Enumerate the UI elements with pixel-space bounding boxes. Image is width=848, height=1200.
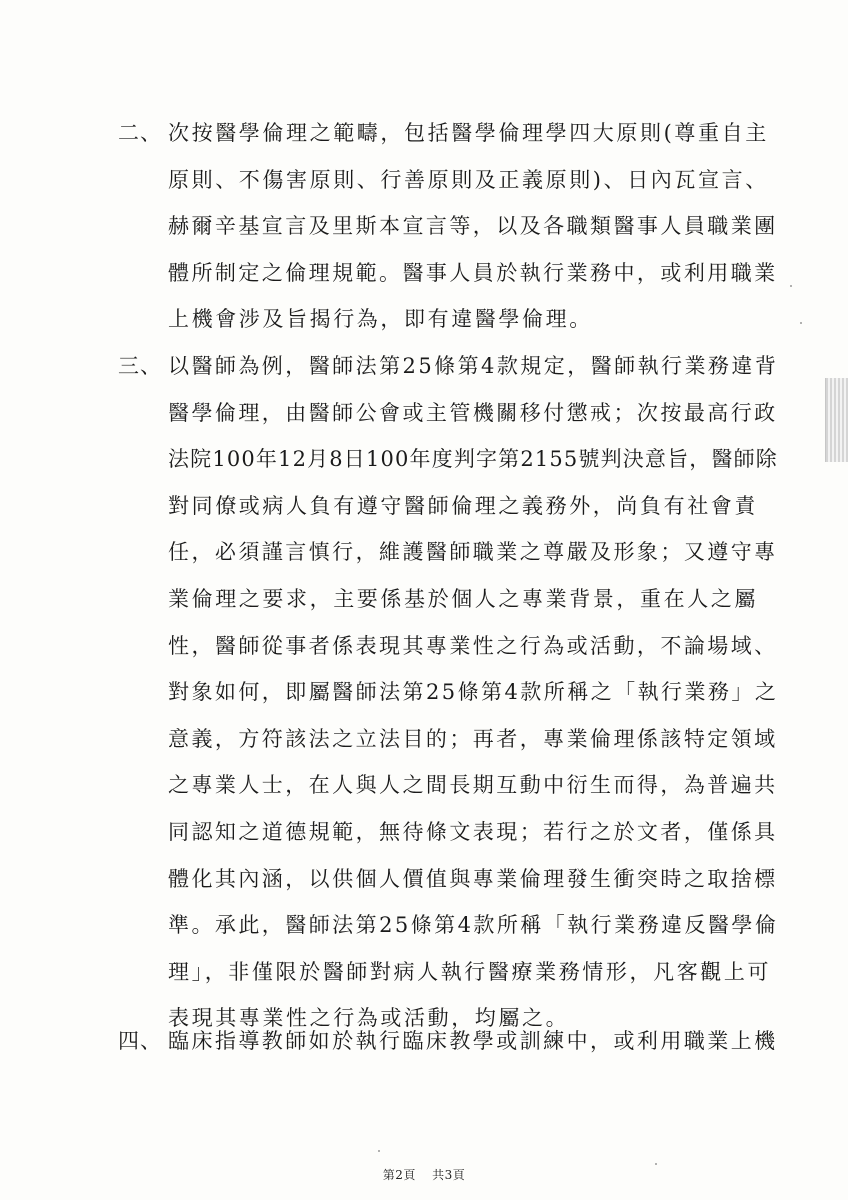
text-line: 法院100年12月8日100年度判字第2155號判決意旨，醫師除 [168,447,778,472]
text-line: 體化其內涵，以供個人價值與專業倫理發生衝突時之取捨標 [168,866,778,891]
text-line: 赫爾辛基宣言及里斯本宣言等，以及各職類醫事人員職業團 [168,214,778,239]
text-line: 意義，方符該法之立法目的；再者，專業倫理係該特定領域 [168,726,778,751]
page-total: 共3頁 [432,1168,466,1182]
scan-speck [378,1150,380,1152]
text-line: 同認知之道德規範，無待條文表現；若行之於文者，僅係具 [168,819,778,844]
text-line: 以醫師為例，醫師法第25條第4款規定，醫師執行業務違背 [168,354,779,378]
page-number: 第2頁 [382,1168,416,1182]
section-number: 三、 [118,354,162,378]
section-number: 二、 [118,121,162,145]
page-footer [0,1166,848,1183]
text-line: 理」，非僅限於醫師對病人執行醫療業務情形，凡客觀上可 [168,959,772,984]
text-line: 次按醫學倫理之範疇，包括醫學倫理學四大原則(尊重自主 [168,121,769,145]
perforation-seal-mark [825,378,848,462]
text-line: 體所制定之倫理規範。醫事人員於執行業務中，或利用職業 [168,260,778,285]
scan-speck [790,285,792,287]
text-line: 表現其專業性之行為或活動，均屬之。 [168,1006,570,1031]
section-body [168,110,778,343]
text-line: 對同僚或病人負有遵守醫師倫理之義務外，尚負有社會責 [168,493,758,518]
text-line: 之專業人士，在人與人之間長期互動中衍生而得，為普遍共 [168,773,778,798]
text-line: 性，醫師從事者係表現其專業性之行為或活動，不論場域、 [168,633,778,658]
section-body [168,343,778,1042]
section-number: 四、 [118,1029,162,1053]
scan-speck [655,1163,657,1165]
text-line: 原則、不傷害原則、行善原則及正義原則)、日內瓦宣言、 [168,167,769,192]
text-line: 準。承此，醫師法第25條第4款所稱「執行業務違反醫學倫 [168,913,779,938]
text-line: 上機會涉及旨揭行為，即有違醫學倫理。 [168,307,593,332]
text-line: 業倫理之要求，主要係基於個人之專業背景，重在人之屬 [168,586,758,611]
text-line: 臨床指導教師如於執行臨床教學或訓練中，或利用職業上機 [168,1029,778,1053]
text-line: 對象如何，即屬醫師法第25條第4款所稱之「執行業務」之 [168,680,779,705]
section-body [168,1018,778,1065]
scan-speck [800,322,802,324]
text-line: 醫學倫理，由醫師公會或主管機關移付懲戒；次按最高行政 [168,400,778,425]
text-line: 任，必須謹言慎行，維護醫師職業之尊嚴及形象；又遵守專 [168,540,778,565]
